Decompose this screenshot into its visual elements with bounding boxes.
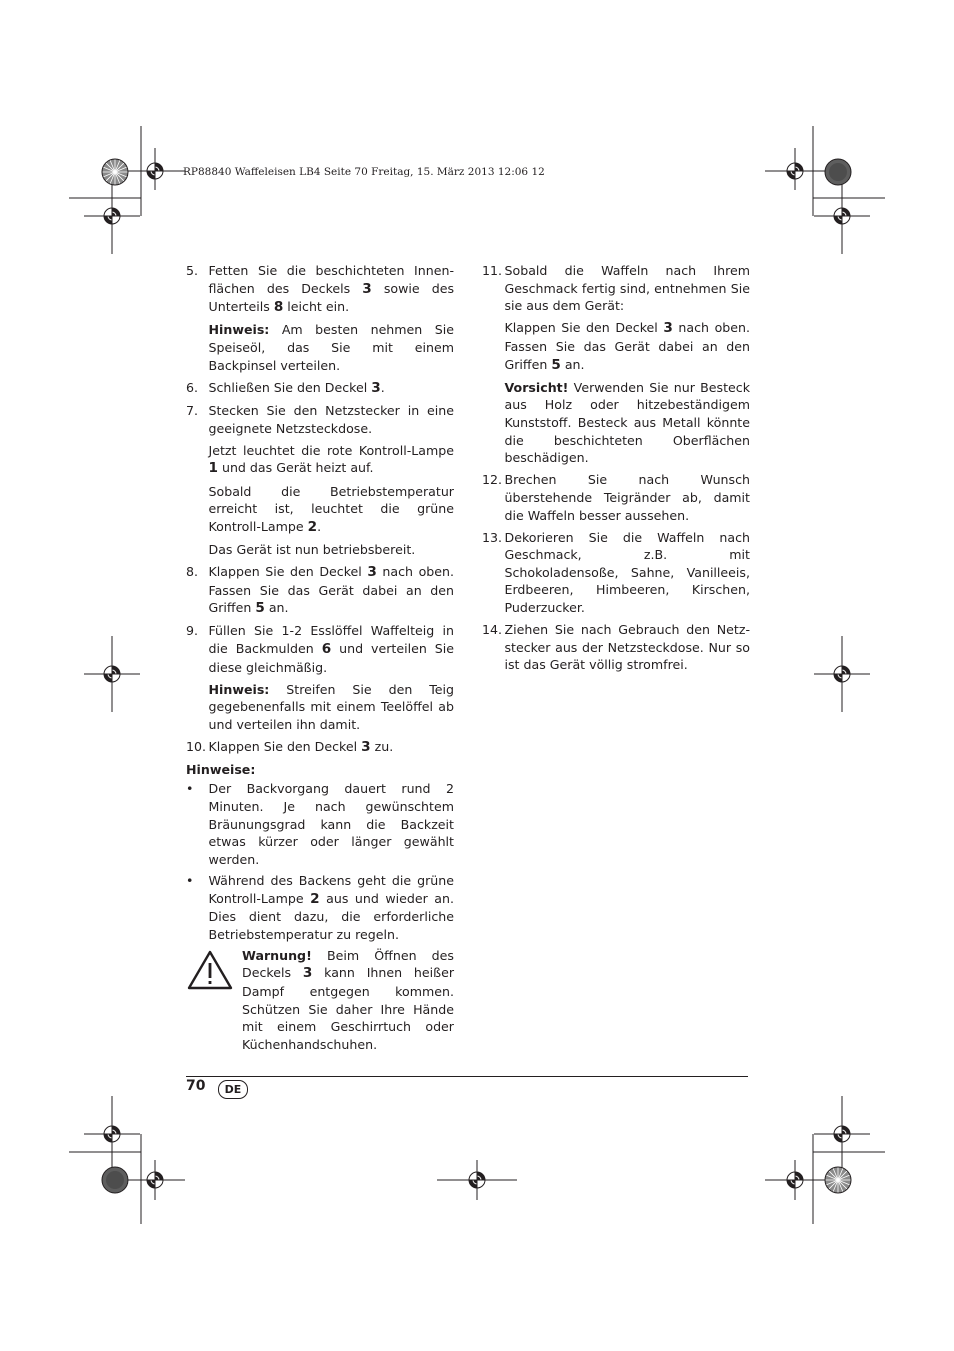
- step-text: Füllen Sie 1-2 Esslöffel Waffelteig in die Backmulden 6 und verteilen Sie diese gleichmäßig.: [208, 623, 454, 675]
- warning-triangle-icon: [186, 947, 242, 1054]
- language-badge: DE: [218, 1080, 248, 1099]
- part-ref: 5: [551, 356, 561, 373]
- right-column: [482, 262, 750, 679]
- step-6: [186, 379, 454, 398]
- step-number: 13.: [482, 529, 503, 545]
- footer-rule: [186, 1076, 748, 1077]
- step-10: [186, 738, 454, 757]
- bullet-symbol: •: [186, 872, 194, 888]
- part-ref: 8: [273, 299, 284, 316]
- step-text: Klappen Sie den Deckel 3 nach oben. Fassen Sie das Gerät dabei an den Griffen 5 an.: [208, 564, 455, 617]
- step-text: Brechen Sie nach Wunsch überstehende Teigränder ab, damit die Waffeln besser aussehen.: [504, 472, 750, 523]
- bullet-symbol: •: [186, 781, 194, 797]
- warning-label: Warnung!: [242, 947, 312, 963]
- step-12: [482, 471, 750, 524]
- bullet-text: Der Backvorgang dauert rund 2 Minuten. Je nach gewünschtem Bräunungsgrad kann die Backzeit etwas kürzer oder länger gewählt werden.: [208, 781, 454, 867]
- print-file-info: RP88840 Waffeleisen LB4 Seite 70 Freitag, 15. März 2013 12:06 12: [183, 166, 545, 178]
- part-ref: 3: [361, 739, 371, 756]
- step-text: Stecken Sie den Netzstecker in eine geeignete Netzsteckdose.: [208, 402, 454, 436]
- step-11: [482, 262, 750, 315]
- step-9: [186, 622, 454, 676]
- part-ref: 5: [255, 600, 265, 617]
- step-text: Sobald die Waffeln nach Ihrem Geschmack fertig sind, entnehmen Sie sie aus dem Gerät:: [504, 263, 750, 314]
- note-label: Hinweis:: [208, 681, 270, 697]
- note-label: Hinweis:: [208, 322, 270, 338]
- step-8: [186, 563, 454, 618]
- part-ref: 6: [321, 641, 332, 658]
- step-text: Ziehen Sie nach Gebrauch den Netzstecker aus der Netzsteckdose. Nur so ist das Gerät völlig stromfrei.: [504, 622, 750, 673]
- bullet-text: Während des Backens geht die grüne Kontroll-Lampe 2 aus und wieder an. Dies dient dazu, die erforderliche Betriebstemperatur zu regeln.: [208, 872, 455, 942]
- notes-heading: Hinweise:: [186, 762, 256, 778]
- warning-box: [186, 947, 454, 1054]
- page-number: 70: [186, 1078, 206, 1094]
- step-number: 6.: [186, 379, 199, 395]
- step-11-caution: Vorsicht! Verwenden Sie nur Besteck aus Holz oder hitzebeständigem Kunststoff. Besteck aus Metall könnte die beschichteten Oberflächen beschädigen.: [504, 379, 750, 466]
- step-number: 5.: [186, 263, 199, 278]
- step-13: [482, 529, 750, 617]
- step-number: 9.: [186, 623, 199, 639]
- step-11-detail: Klappen Sie den Deckel 3 nach oben. Fassen Sie das Gerät dabei an den Griffen 5 an.: [504, 320, 751, 373]
- warning-text: Warnung! Beim Öffnen des Deckels 3 kann Ihnen heißer Dampf entgegen kommen. Schützen Sie daher Ihre Hände mit einem Geschirrtuch oder Küchenhandschuhen.: [242, 947, 454, 1052]
- part-ref: 3: [367, 564, 377, 581]
- part-ref: 3: [371, 379, 381, 396]
- step-5: [186, 262, 454, 317]
- step-number: 7.: [186, 402, 199, 418]
- caution-label: Vorsicht!: [504, 379, 569, 395]
- step-9-note: Hinweis: Streifen Sie den Teig gegebenenfalls mit einem Teelöffel ab und verteilen ihn damit.: [208, 681, 454, 732]
- step-7: [186, 402, 454, 437]
- step-number: 8.: [186, 564, 199, 580]
- part-ref: 1: [208, 460, 218, 477]
- step-number: 10.: [186, 739, 207, 755]
- part-ref: 3: [663, 320, 673, 337]
- step-7-detail: Jetzt leuchtet die rote Kontroll-Lampe 1 und das Gerät heizt auf.: [208, 442, 454, 477]
- step-text: Fetten Sie die beschichteten Innenflächen des Deckels 3 sowie des Unterteils 8 leicht ein.: [208, 263, 455, 316]
- step-text: Dekorieren Sie die Waffeln nach Geschmack, z.B. mit Schokoladensoße, Sahne, Vanilleeis, Erdbeeren, Himbeeren, Kirschen, Puderzucker.: [504, 529, 750, 616]
- step-text: Klappen Sie den Deckel 3 zu.: [208, 739, 394, 756]
- note-bullet: [186, 872, 454, 943]
- step-5-note: Hinweis: Am besten nehmen Sie Speiseöl, das Sie mit einem Backpinsel verteilen.: [208, 322, 454, 373]
- note-bullet: [186, 780, 454, 868]
- part-ref: 2: [310, 890, 320, 907]
- left-column: [186, 262, 454, 1053]
- step-number: 11.: [482, 263, 503, 278]
- step-7-detail: Sobald die Betriebstemperatur erreicht ist, leuchtet die grüne Kontroll-Lampe 2.: [208, 483, 454, 535]
- part-ref: 3: [302, 965, 313, 982]
- step-7-detail: Das Gerät ist nun betriebsbereit.: [208, 541, 416, 557]
- step-number: 12.: [482, 472, 503, 488]
- step-text: Schließen Sie den Deckel 3.: [208, 379, 385, 396]
- part-ref: 3: [362, 280, 372, 297]
- part-ref: 2: [307, 518, 318, 535]
- step-14: [482, 621, 750, 674]
- step-number: 14.: [482, 622, 503, 638]
